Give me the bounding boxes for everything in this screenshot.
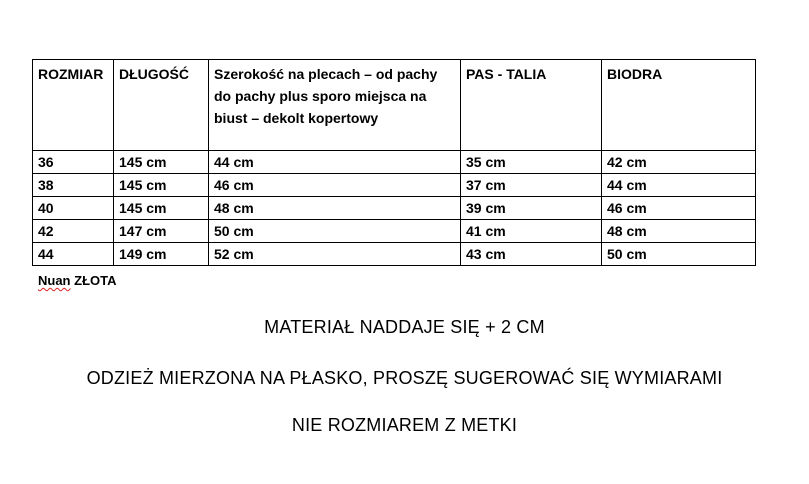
cell-size: 44 xyxy=(33,243,114,266)
size-chart-table xyxy=(32,59,756,266)
header-back-width: Szerokość na plecach – od pachy do pachy plus sporo miejsca na biust – dekolt kopertowy xyxy=(209,60,461,151)
cell-length: 145 cm xyxy=(114,151,209,174)
cell-back-width: 46 cm xyxy=(209,174,461,197)
header-length: DŁUGOŚĆ xyxy=(114,60,209,151)
product-note xyxy=(38,272,116,290)
cell-waist: 41 cm xyxy=(461,220,602,243)
table-row xyxy=(33,151,756,174)
cell-size: 36 xyxy=(33,151,114,174)
header-size: ROZMIAR xyxy=(33,60,114,151)
cell-back-width: 52 cm xyxy=(209,243,461,266)
note-brand: Nuan xyxy=(38,273,71,288)
cell-length: 149 cm xyxy=(114,243,209,266)
table-header-row xyxy=(33,60,756,151)
table-row xyxy=(33,220,756,243)
header-waist: PAS - TALIA xyxy=(461,60,602,151)
cell-back-width: 48 cm xyxy=(209,197,461,220)
table-row xyxy=(33,197,756,220)
cell-size: 42 xyxy=(33,220,114,243)
cell-waist: 35 cm xyxy=(461,151,602,174)
info-measured-flat: ODZIEŻ MIERZONA NA PŁASKO, PROSZĘ SUGEROWAĆ SIĘ WYMIARAMI xyxy=(86,368,723,388)
header-hips: BIODRA xyxy=(602,60,756,151)
cell-hips: 46 cm xyxy=(602,197,756,220)
cell-size: 40 xyxy=(33,197,114,220)
cell-hips: 44 cm xyxy=(602,174,756,197)
cell-size: 38 xyxy=(33,174,114,197)
info-material-stretch: MATERIAŁ NADDAJE SIĘ + 2 CM xyxy=(264,317,545,337)
cell-length: 145 cm xyxy=(114,197,209,220)
cell-hips: 50 cm xyxy=(602,243,756,266)
cell-waist: 37 cm xyxy=(461,174,602,197)
cell-back-width: 44 cm xyxy=(209,151,461,174)
note-color: ZŁOTA xyxy=(74,273,117,288)
cell-hips: 48 cm xyxy=(602,220,756,243)
table-row xyxy=(33,174,756,197)
cell-length: 145 cm xyxy=(114,174,209,197)
cell-hips: 42 cm xyxy=(602,151,756,174)
table-row xyxy=(33,243,756,266)
cell-waist: 39 cm xyxy=(461,197,602,220)
cell-back-width: 50 cm xyxy=(209,220,461,243)
cell-length: 147 cm xyxy=(114,220,209,243)
info-not-label-size: NIE ROZMIAREM Z METKI xyxy=(291,415,518,435)
cell-waist: 43 cm xyxy=(461,243,602,266)
